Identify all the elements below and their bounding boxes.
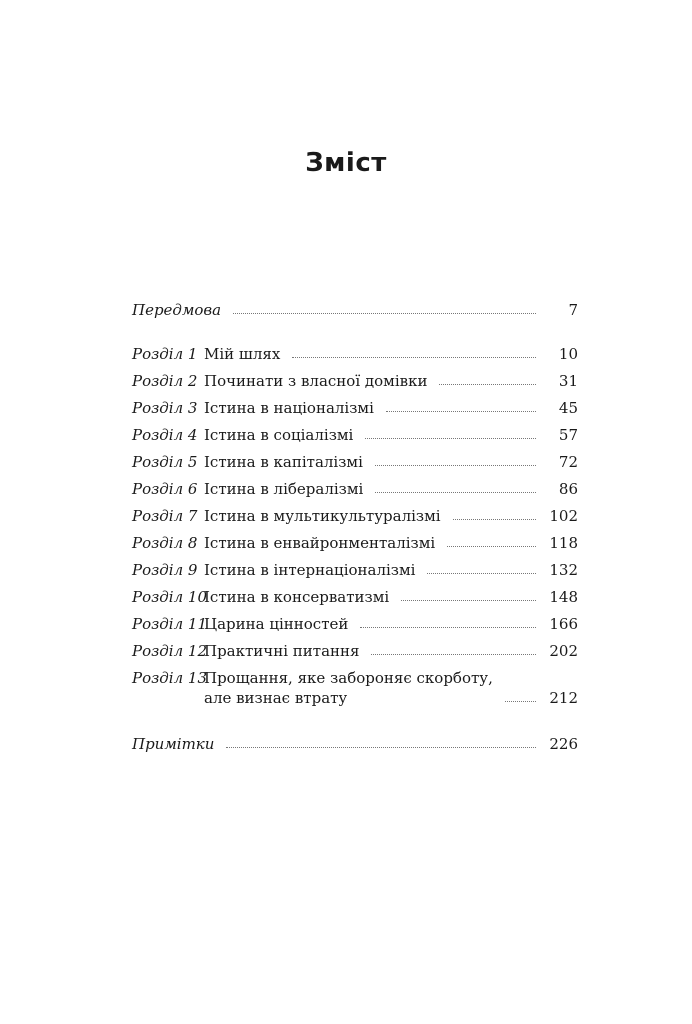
- chapter-label: Розділ 4: [132, 426, 198, 444]
- toc-page-number: 45: [558, 399, 578, 417]
- toc-page-number: 31: [558, 372, 578, 390]
- table-of-contents: [132, 0, 578, 1024]
- chapter-label: Розділ 7: [132, 507, 198, 525]
- toc-page-number: 118: [549, 534, 578, 552]
- toc-entry-title: Передмова: [132, 301, 222, 319]
- toc-entry-title: Примітки: [132, 735, 215, 753]
- chapter-label: Розділ 6: [132, 480, 198, 498]
- toc-entry-title: Істина в мультикультуралізмі: [204, 507, 441, 525]
- dot-leader: [360, 626, 536, 628]
- page-title: Зміст: [305, 148, 387, 178]
- dot-leader: [453, 518, 536, 520]
- chapter-label: Розділ 3: [132, 399, 198, 417]
- toc-entry-title: Істина в націоналізмі: [204, 399, 374, 417]
- toc-page-number: 102: [549, 507, 578, 525]
- toc-entry-title: Практичні питання: [204, 642, 360, 660]
- chapter-label: Розділ 1: [132, 345, 198, 363]
- toc-page-number: 132: [549, 561, 578, 579]
- dot-leader: [427, 572, 536, 574]
- chapter-label: Розділ 2: [132, 372, 198, 390]
- toc-entry-title: Істина в соціалізмі: [204, 426, 354, 444]
- toc-page-number: 86: [558, 480, 578, 498]
- dot-leader: [505, 700, 536, 702]
- dot-leader: [233, 312, 536, 314]
- chapter-label: Розділ 10: [132, 588, 208, 606]
- toc-page-number: 7: [568, 301, 578, 319]
- dot-leader: [375, 464, 536, 466]
- toc-entry-title: Істина в енвайронменталізмі: [204, 534, 436, 552]
- toc-entry-title-continued: але визнає втрату: [204, 689, 348, 707]
- toc-entry-title: Починати з власної домівки: [204, 372, 428, 390]
- chapter-label: Розділ 9: [132, 561, 198, 579]
- toc-page-number: 212: [549, 689, 578, 707]
- toc-page-number: 166: [549, 615, 578, 633]
- chapter-label: Розділ 11: [132, 615, 208, 633]
- toc-entry-title: Істина в інтернаціоналізмі: [204, 561, 416, 579]
- dot-leader: [365, 437, 536, 439]
- toc-page-number: 57: [558, 426, 578, 444]
- toc-page-number: 226: [549, 735, 578, 753]
- toc-entry-title: Істина в лібералізмі: [204, 480, 364, 498]
- dot-leader: [401, 599, 536, 601]
- toc-entry-title: Прощання, яке забороняє скорботу,: [204, 669, 493, 687]
- chapter-label: Розділ 12: [132, 642, 208, 660]
- toc-entry-title: Істина в капіталізмі: [204, 453, 363, 471]
- dot-leader: [386, 410, 536, 412]
- dot-leader: [292, 356, 536, 358]
- toc-page-number: 202: [549, 642, 578, 660]
- toc-page-number: 10: [558, 345, 578, 363]
- chapter-label: Розділ 5: [132, 453, 198, 471]
- dot-leader: [371, 653, 536, 655]
- toc-page-number: 148: [549, 588, 578, 606]
- dot-leader: [447, 545, 536, 547]
- toc-entry-title: Царина цінностей: [204, 615, 349, 633]
- chapter-label: Розділ 8: [132, 534, 198, 552]
- chapter-label: Розділ 13: [132, 669, 208, 687]
- toc-entry-title: Істина в консерватизмі: [204, 588, 390, 606]
- toc-page-number: 72: [558, 453, 578, 471]
- toc-entry-title: Мій шлях: [204, 345, 281, 363]
- dot-leader: [375, 491, 536, 493]
- dot-leader: [226, 746, 536, 748]
- dot-leader: [439, 383, 536, 385]
